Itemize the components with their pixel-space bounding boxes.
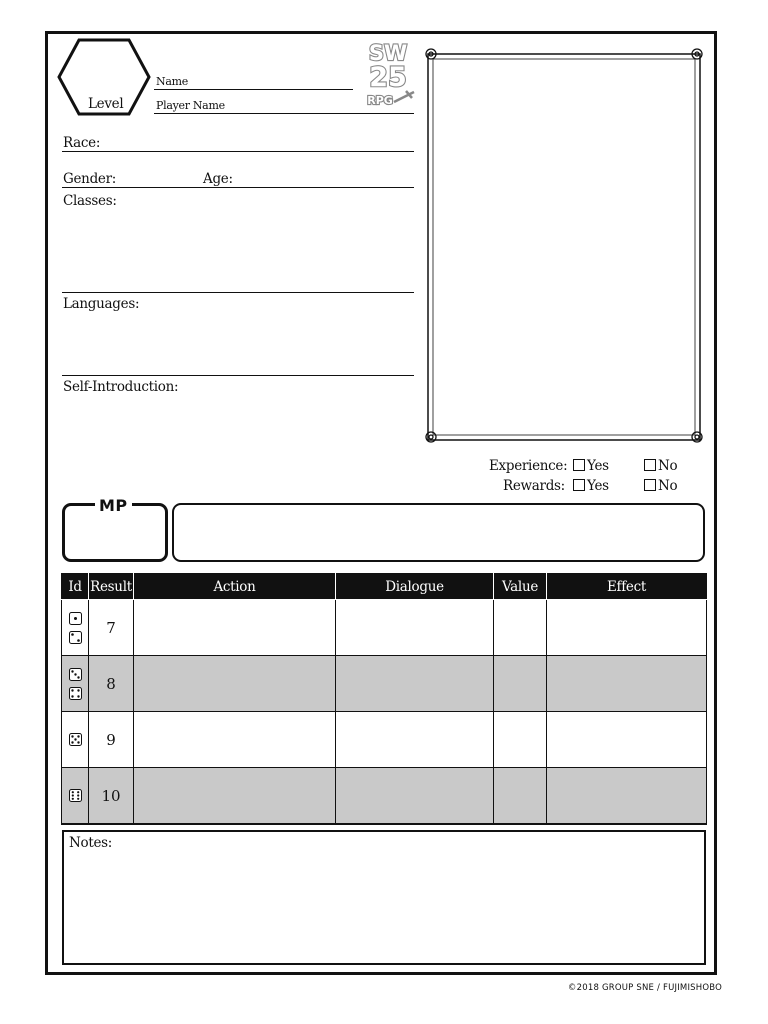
- col-header-id: Id: [62, 574, 89, 600]
- experience-no[interactable]: No: [644, 458, 677, 474]
- col-header-result: Result: [89, 574, 134, 600]
- col-header-value: Value: [494, 574, 547, 600]
- rewards-label: Rewards:: [503, 478, 565, 494]
- languages-label: Languages:: [63, 296, 140, 312]
- age-label: Age:: [203, 171, 233, 187]
- experience-label: Experience:: [489, 458, 568, 474]
- mp-notes-field[interactable]: [172, 503, 705, 562]
- action-cell[interactable]: [134, 712, 336, 768]
- gender-age-field[interactable]: [62, 187, 414, 188]
- id-cell: [62, 768, 89, 825]
- race-label: Race:: [63, 135, 101, 151]
- die-face-4-icon: [69, 687, 82, 700]
- results-table: [61, 573, 707, 825]
- action-cell[interactable]: [134, 768, 336, 825]
- svg-text:25: 25: [369, 62, 407, 93]
- effect-cell[interactable]: [547, 600, 707, 656]
- classes-field[interactable]: [62, 292, 414, 293]
- notes-label: Notes:: [69, 835, 113, 851]
- classes-label: Classes:: [63, 193, 117, 209]
- svg-text:SW: SW: [368, 41, 408, 65]
- id-cell: [62, 712, 89, 768]
- id-cell: [62, 656, 89, 712]
- table-row: [62, 712, 707, 768]
- id-cell: [62, 600, 89, 656]
- rewards-yes[interactable]: Yes: [573, 478, 609, 494]
- experience-yes[interactable]: Yes: [573, 458, 609, 474]
- result-cell: 8: [89, 656, 134, 712]
- gender-label: Gender:: [63, 171, 117, 187]
- die-face-5-icon: [69, 733, 82, 746]
- col-header-dialogue: Dialogue: [336, 574, 494, 600]
- table-row: [62, 768, 707, 825]
- col-header-action: Action: [134, 574, 336, 600]
- dialogue-cell[interactable]: [336, 600, 494, 656]
- svg-text:RPG: RPG: [367, 94, 393, 107]
- die-face-6-icon: [69, 789, 82, 802]
- result-cell: 9: [89, 712, 134, 768]
- notes-field[interactable]: [62, 830, 706, 965]
- die-face-3-icon: [69, 668, 82, 681]
- table-row: [62, 656, 707, 712]
- player-name-field[interactable]: [154, 113, 414, 114]
- portrait-frame[interactable]: [422, 44, 706, 446]
- value-cell[interactable]: [494, 712, 547, 768]
- name-field[interactable]: [154, 89, 353, 90]
- checkbox-icon[interactable]: [644, 459, 656, 471]
- die-face-1-icon: [69, 612, 82, 625]
- dialogue-cell[interactable]: [336, 712, 494, 768]
- value-cell[interactable]: [494, 768, 547, 825]
- table-row: [62, 600, 707, 656]
- race-field[interactable]: [62, 151, 414, 152]
- name-label: Name: [156, 75, 188, 88]
- level-label: Level: [88, 96, 124, 112]
- die-face-3-icon: [69, 631, 82, 644]
- value-cell[interactable]: [494, 656, 547, 712]
- languages-field[interactable]: [62, 375, 414, 376]
- effect-cell[interactable]: [547, 768, 707, 825]
- checkbox-icon[interactable]: [573, 459, 585, 471]
- rewards-no[interactable]: No: [644, 478, 677, 494]
- player-name-label: Player Name: [156, 99, 225, 112]
- table-header-row: [62, 574, 707, 600]
- result-cell: 10: [89, 768, 134, 825]
- checkbox-icon[interactable]: [573, 479, 585, 491]
- copyright-text: ©2018 GROUP SNE / FUJIMISHOBO: [567, 983, 722, 993]
- sw25-logo: [360, 40, 416, 110]
- dialogue-cell[interactable]: [336, 768, 494, 825]
- dialogue-cell[interactable]: [336, 656, 494, 712]
- col-header-effect: Effect: [547, 574, 707, 600]
- value-cell[interactable]: [494, 600, 547, 656]
- checkbox-icon[interactable]: [644, 479, 656, 491]
- action-cell[interactable]: [134, 656, 336, 712]
- result-cell: 7: [89, 600, 134, 656]
- self-intro-label: Self-Introduction:: [63, 379, 179, 395]
- action-cell[interactable]: [134, 600, 336, 656]
- effect-cell[interactable]: [547, 656, 707, 712]
- effect-cell[interactable]: [547, 712, 707, 768]
- mp-label: MP: [95, 496, 132, 515]
